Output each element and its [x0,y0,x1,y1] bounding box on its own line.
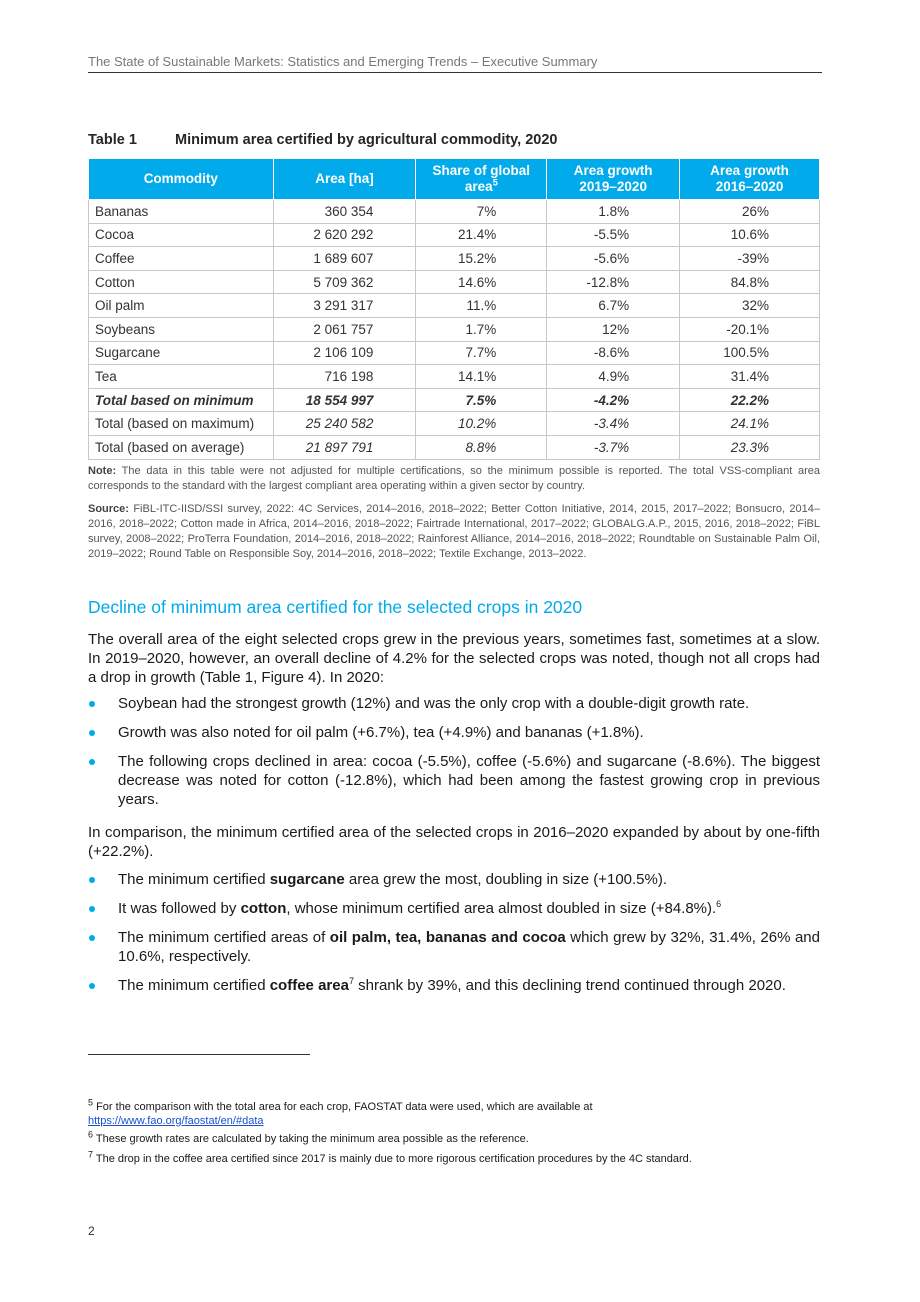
table-header-row [89,159,820,200]
table-cell-area: 2 061 757 [273,317,416,341]
table-cell-growth-1920: -3.4% [547,412,680,436]
footnote-divider [88,1054,310,1055]
table-cell-growth-1620: 26% [680,200,820,224]
table-cell-growth-1620: 22.2% [680,388,820,412]
intro-paragraph: The overall area of the eight selected crops grew in the previous years, sometimes fast, sometimes at a slow. In 2019–2020, however, an overall decline of 4.2% for the selected crops was noted, though not all crops had a drop in growth (Table 1, Figure 4). In 2020: [88,631,820,686]
table-row [89,223,820,247]
table-note: Note: The data in this table were not adjusted for multiple certifications, so the minimum possible is reported. The total VSS-compliant area corresponds to the standard with the largest compliant area operating within a given sector by country. [88,465,821,492]
table-cell-area: 2 106 109 [273,341,416,365]
bullet-list-2016-2020 [88,870,820,1005]
table-cell-growth-1920: -5.5% [547,223,680,247]
table-cell-share: 11.% [416,294,547,318]
table-cell-commodity: Sugarcane [89,341,274,365]
table-cell-growth-1920: -4.2% [547,388,680,412]
table-cell-commodity: Total (based on maximum) [89,412,274,436]
table-cell-growth-1920: 6.7% [547,294,680,318]
table-cell-growth-1620: 32% [680,294,820,318]
table-row [89,294,820,318]
table-cell-area: 2 620 292 [273,223,416,247]
table-cell-share: 7.7% [416,341,547,365]
list-item: The minimum certified coffee area$^7$ shrank by 39%, and this declining trend continued through 2020. [88,976,820,995]
table-cell-growth-1620: -20.1% [680,317,820,341]
list-item: Soybean had the strongest growth (12%) and was the only crop with a double-digit growth rate. [88,694,820,713]
bullet-list-2020 [88,694,820,819]
bullet-icon [89,983,95,989]
bullet-icon [89,935,95,941]
table-row [89,435,820,459]
table-number: Table 1 [88,132,137,148]
table-cell-area: 716 198 [273,365,416,389]
table-cell-commodity: Tea [89,365,274,389]
table-cell-share: 8.8% [416,435,547,459]
table-row [89,270,820,294]
table-cell-growth-1620: -39% [680,247,820,271]
footnote-5: $^5$ For the comparison with the total area for each crop, FAOSTAT data were used, which are available at https://www.fao.org/faostat/en/#data [88,1097,593,1127]
col-header-growth-2016-2020: Area growth 2016–2020 [680,159,820,200]
list-item: Growth was also noted for oil palm (+6.7%), tea (+4.9%) and bananas (+1.8%). [88,723,820,742]
table-cell-growth-1620: 100.5% [680,341,820,365]
bullet-icon [89,730,95,736]
footnote-7: $^7$ The drop in the coffee area certified since 2017 is mainly due to more rigorous certification procedures by the 4C standard. [88,1149,692,1165]
table-cell-share: 7% [416,200,547,224]
table-cell-share: 15.2% [416,247,547,271]
certified-area-table [88,158,820,460]
table-cell-growth-1920: -12.8% [547,270,680,294]
table-cell-growth-1620: 23.3% [680,435,820,459]
table-row [89,412,820,436]
footnote-6: $^6$ These growth rates are calculated by taking the minimum area possible as the reference. [88,1129,529,1145]
comparison-paragraph: In comparison, the minimum certified area of the selected crops in 2016–2020 expanded by about by one-fifth (+22.2%). [88,824,820,860]
table-row [89,388,820,412]
table-title: Minimum area certified by agricultural commodity, 2020 [175,132,558,148]
section-heading: Decline of minimum area certified for the selected crops in 2020 [88,597,583,617]
table-cell-commodity: Oil palm [89,294,274,318]
table-cell-growth-1920: 1.8% [547,200,680,224]
bullet-icon [89,877,95,883]
table-cell-growth-1920: 12% [547,317,680,341]
table-source: Source: FiBL-ITC-IISD/SSI survey, 2022: 4C Services, 2014–2016, 2018–2022; Better Cotton Initiative, 2014, 2015, 2017–2022; Bonsucro, 2014–2016, 2018–2022; Cotton made in Africa, 2014–2016, 2018–2022; Fairtrade International, 2017–2022; GLOBALG.A.P., 2015, 2016, 2018–2022; FiBL survey, 2008–2022; ProTerra Foundation, 2014–2016, 2018–2022; Rainforest Alliance, 2014–2016, 2018–2022; Roundtable on Sustainable Palm Oil, 2019–2022; Round Table on Responsible Soy, 2014–2016, 2018–2022; Textile Exchange, 2013–2022. [88,503,820,560]
table-cell-area: 3 291 317 [273,294,416,318]
table-row [89,365,820,389]
col-header-commodity: Commodity [89,159,274,200]
table-row [89,247,820,271]
table-caption [88,132,558,148]
table-cell-share: 14.1% [416,365,547,389]
table-cell-area: 21 897 791 [273,435,416,459]
table-cell-growth-1920: -8.6% [547,341,680,365]
list-item: The following crops declined in area: cocoa (-5.5%), coffee (-5.6%) and sugarcane (-8.6%). The biggest decrease was noted for cotton (-12.8%), which had been among the fastest growing crop in previous years. [88,752,820,809]
table-cell-area: 360 354 [273,200,416,224]
col-header-growth-2019-2020: Area growth 2019–2020 [547,159,680,200]
running-header: The State of Sustainable Markets: Statistics and Emerging Trends – Executive Summary [88,54,822,73]
list-item: It was followed by cotton, whose minimum certified area almost doubled in size (+84.8%).$^6$ [88,899,820,918]
table-cell-commodity: Cotton [89,270,274,294]
table-row [89,317,820,341]
page-number: 2 [88,1224,95,1238]
table-row [89,341,820,365]
table-cell-growth-1620: 24.1% [680,412,820,436]
list-item: The minimum certified areas of oil palm, tea, bananas and cocoa which grew by 32%, 31.4%, 26% and 10.6%, respectively. [88,928,820,966]
table-cell-growth-1920: -3.7% [547,435,680,459]
table-cell-growth-1620: 10.6% [680,223,820,247]
table-cell-commodity: Coffee [89,247,274,271]
table-cell-area: 5 709 362 [273,270,416,294]
table-cell-growth-1920: -5.6% [547,247,680,271]
table-cell-growth-1920: 4.9% [547,365,680,389]
table-cell-growth-1620: 31.4% [680,365,820,389]
table-cell-commodity: Total based on minimum [89,388,274,412]
table-cell-share: 21.4% [416,223,547,247]
table-cell-growth-1620: 84.8% [680,270,820,294]
bullet-icon [89,906,95,912]
table-cell-share: 7.5% [416,388,547,412]
bullet-icon [89,701,95,707]
table-row [89,200,820,224]
table-cell-commodity: Total (based on average) [89,435,274,459]
table-cell-share: 10.2% [416,412,547,436]
list-item: The minimum certified sugarcane area grew the most, doubling in size (+100.5%). [88,870,820,889]
table-cell-area: 18 554 997 [273,388,416,412]
col-header-area: Area [ha] [273,159,416,200]
table-cell-share: 14.6% [416,270,547,294]
table-cell-share: 1.7% [416,317,547,341]
table-cell-area: 25 240 582 [273,412,416,436]
table-cell-area: 1 689 607 [273,247,416,271]
col-header-share: Share of global area$^5$ [416,159,547,200]
table-cell-commodity: Soybeans [89,317,274,341]
table-cell-commodity: Bananas [89,200,274,224]
bullet-icon [89,759,95,765]
table-cell-commodity: Cocoa [89,223,274,247]
faostat-link[interactable]: https://www.fao.org/faostat/en/#data [88,1115,264,1127]
